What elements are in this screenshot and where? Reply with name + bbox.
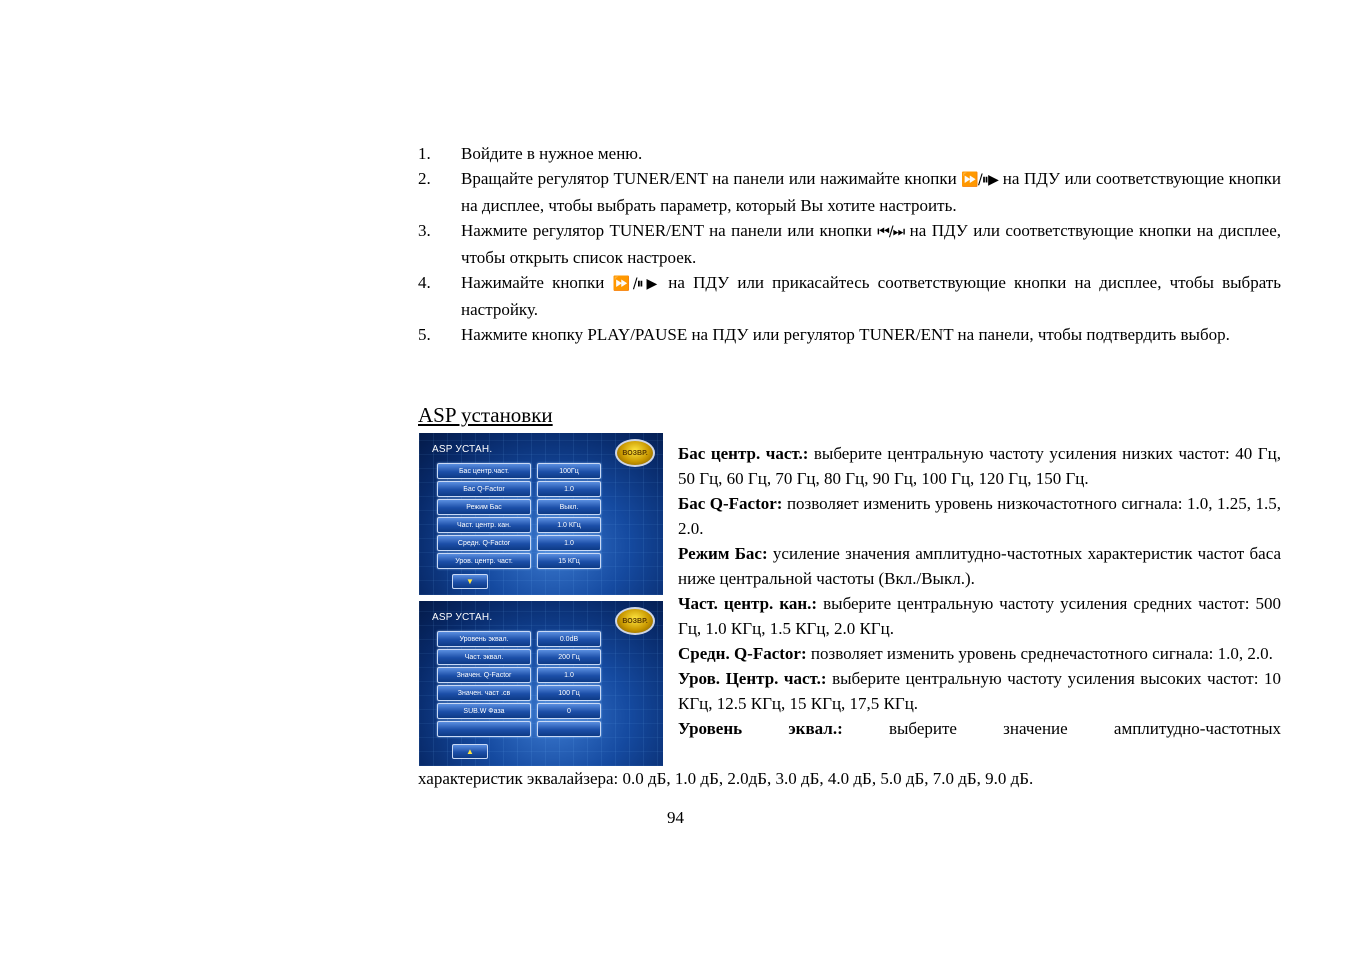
section-title: ASP установки <box>418 403 553 427</box>
settings-description <box>678 441 1281 741</box>
setting-value[interactable]: Выкл. <box>537 499 601 515</box>
setting-row[interactable] <box>437 499 601 515</box>
description-continuation: характеристик эквалайзера: 0.0 дБ, 1.0 дБ, 2.0дБ, 3.0 дБ, 4.0 дБ, 5.0 дБ, 7.0 дБ, 9.0 дБ. <box>418 769 1034 788</box>
step-item <box>418 322 1281 347</box>
setting-label[interactable]: Част. центр. кан. <box>437 517 531 533</box>
description-item <box>678 666 1281 716</box>
setting-row[interactable] <box>437 481 601 497</box>
description-item <box>678 716 1281 741</box>
step-number: 1. <box>418 144 431 163</box>
step-text: Нажимайте кнопки ⏩/⏸▶ на ПДУ или прикасайтесь соответствующие кнопки на дисплее, чтобы выбрать настройку. <box>461 273 1281 319</box>
description-text: выберите центральную частоту усиления низких частот: 40 Гц, 50 Гц, 60 Гц, 70 Гц, 80 Гц, 90 Гц, 100 Гц, 120 Гц, 150 Гц. <box>678 444 1281 488</box>
description-text: позволяет изменить уровень низкочастотного сигнала: 1.0, 1.25, 1.5, 2.0. <box>678 494 1282 538</box>
setting-row[interactable] <box>437 535 601 551</box>
step-text: Вращайте регулятор TUNER/ENT на панели или нажимайте кнопки ⏩/⏸▶ на ПДУ или соответствующие кнопки на дисплее, чтобы выбрать параметр, который Вы хотите настроить. <box>461 169 1281 215</box>
prev-next-icon: ⏮/⏭ <box>877 224 905 240</box>
description-term: Част. центр. кан.: <box>678 594 818 613</box>
setting-value[interactable]: 0 <box>537 703 601 719</box>
setting-label[interactable] <box>437 721 531 737</box>
setting-value[interactable]: 100Гц <box>537 463 601 479</box>
setting-row[interactable] <box>437 553 601 569</box>
setting-row[interactable] <box>437 667 601 683</box>
description-item <box>678 541 1281 591</box>
setting-value[interactable]: 100 Гц <box>537 685 601 701</box>
asp-screen-1 <box>419 433 663 595</box>
description-term: Уровень эквал.: <box>678 719 843 738</box>
setting-label[interactable]: Значен. Q-Factor <box>437 667 531 683</box>
setting-row[interactable] <box>437 703 601 719</box>
forward-pause-play-icon: ⏩/⏸▶ <box>612 276 661 292</box>
setting-value[interactable]: 1.0 КГц <box>537 517 601 533</box>
step-number: 2. <box>418 169 431 188</box>
setting-row[interactable] <box>437 631 601 647</box>
setting-label[interactable]: Бас Q-Factor <box>437 481 531 497</box>
setting-value[interactable]: 1.0 <box>537 667 601 683</box>
setting-value[interactable]: 15 КГц <box>537 553 601 569</box>
description-text: выберите центральную частоту усиления высоких частот: 10 КГц, 12.5 КГц, 15 КГц, 17,5 КГц. <box>678 669 1281 713</box>
description-item <box>678 641 1281 666</box>
setting-label[interactable]: Бас центр.част. <box>437 463 531 479</box>
back-button[interactable]: ВОЗВР. <box>615 439 655 467</box>
page-number: 94 <box>667 808 684 827</box>
asp-screen-2 <box>419 601 663 766</box>
setting-value[interactable]: 200 Гц <box>537 649 601 665</box>
description-item <box>678 491 1281 541</box>
setting-value[interactable] <box>537 721 601 737</box>
step-number: 5. <box>418 325 431 344</box>
description-term: Уров. Центр. част.: <box>678 669 827 688</box>
step-item <box>418 141 1281 166</box>
step-number: 4. <box>418 273 431 292</box>
description-text: позволяет изменить уровень среднечастотного сигнала: 1.0, 2.0. <box>806 644 1273 663</box>
setting-value[interactable]: 0.0dB <box>537 631 601 647</box>
step-number: 3. <box>418 221 431 240</box>
setting-label[interactable]: Част. эквал. <box>437 649 531 665</box>
step-text: Нажмите регулятор TUNER/ENT на панели или кнопки ⏮/⏭ на ПДУ или соответствующие кнопки на дисплее, чтобы открыть список настроек. <box>461 221 1281 267</box>
screen-title: ASP УСТАН. <box>432 612 493 623</box>
description-item <box>678 441 1281 491</box>
setting-row[interactable] <box>437 721 601 737</box>
step-item <box>418 218 1281 270</box>
setting-value[interactable]: 1.0 <box>537 535 601 551</box>
description-term: Бас центр. част.: <box>678 444 809 463</box>
setting-label[interactable]: Значен. част .св <box>437 685 531 701</box>
step-item <box>418 166 1281 218</box>
setting-label[interactable]: Уровень эквал. <box>437 631 531 647</box>
setting-label[interactable]: SUB.W Фаза <box>437 703 531 719</box>
screen-title: ASP УСТАН. <box>432 444 493 455</box>
setting-value[interactable]: 1.0 <box>537 481 601 497</box>
description-term: Бас Q-Factor: <box>678 494 783 513</box>
description-term: Средн. Q-Factor: <box>678 644 807 663</box>
arrow-up-icon[interactable]: ▲ <box>452 744 488 759</box>
back-button[interactable]: ВОЗВР. <box>615 607 655 635</box>
setting-label[interactable]: Средн. Q-Factor <box>437 535 531 551</box>
description-term: Режим Бас: <box>678 544 768 563</box>
description-item <box>678 591 1281 641</box>
instruction-steps <box>418 141 1281 347</box>
description-text: выберите центральную частоту усиления средних частот: 500 Гц, 1.0 КГц, 1.5 КГц, 2.0 КГц. <box>678 594 1281 638</box>
setting-row[interactable] <box>437 463 601 479</box>
setting-row[interactable] <box>437 649 601 665</box>
arrow-down-icon[interactable]: ▼ <box>452 574 488 589</box>
forward-pause-play-icon: ⏩/⏸▶ <box>961 172 999 188</box>
setting-label[interactable]: Уров. центр. част. <box>437 553 531 569</box>
setting-row[interactable] <box>437 685 601 701</box>
step-text: Нажмите кнопку PLAY/PAUSE на ПДУ или регулятор TUNER/ENT на панели, чтобы подтвердить выбор. <box>461 325 1230 344</box>
setting-label[interactable]: Режим Бас <box>437 499 531 515</box>
description-text: выберите значение амплитудно-частотных <box>842 719 1281 738</box>
step-item <box>418 270 1281 322</box>
description-text: усиление значения амплитудно-частотных характеристик частот баса ниже центральной частоты (Вкл./Выкл.). <box>678 544 1281 588</box>
step-text: Войдите в нужное меню. <box>461 144 643 163</box>
setting-row[interactable] <box>437 517 601 533</box>
